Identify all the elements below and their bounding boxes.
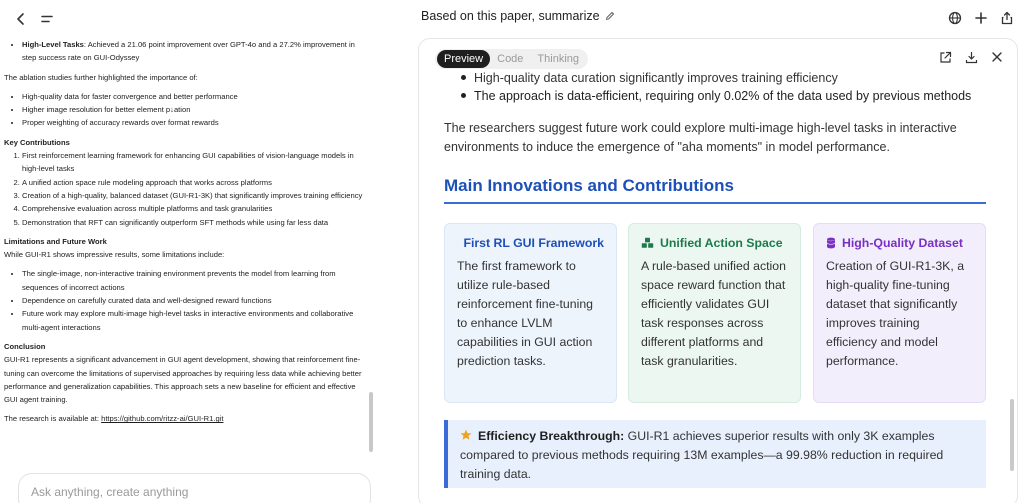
list-item: 4. Comprehensive evaluation across multiple platforms and task granularities [22,202,366,215]
list-item: 3. Creation of a high-quality, balanced dataset (GUI-R1-3K) that significantly improves training efficiency [22,189,366,202]
limitations-lead: While GUI-R1 shows impressive results, some limitations include: [4,250,225,260]
chat-transcript [4,38,366,458]
card-title [826,236,973,250]
future-work-paragraph: The researchers suggest future work could explore multi-image high-level tasks in interactive environments to induce the emergence of "aha moments" in model performance. [444,121,957,154]
list-item [461,71,838,85]
callout-label: Efficiency Breakthrough: [478,429,625,443]
section-divider [444,202,986,204]
list-item-text: High-quality data curation significantly improves training efficiency [474,71,838,85]
section-heading: Conclusion [4,341,46,351]
card-title-text: First RL GUI Framework [463,236,604,250]
conclusion-text: GUI-R1 represents a significant advancement in GUI agent development, showing that reinforcement fine-tuning can overcome the limitations of supervised approaches by requiring less data while achieving better performance and generalization capabilities. This approach sets a new baseline for efficient and effective GUI agent training. [4,355,362,405]
list-item: • Proper weighting of accuracy rewards over format rewards [22,116,366,129]
share-icon [1000,11,1014,25]
list-item: 5. Demonstration that RFT can significantly outperform SFT methods while using far less data [22,216,366,229]
database-icon [826,237,836,249]
menu-button[interactable] [36,8,58,30]
back-button[interactable] [10,8,32,30]
list-item: • Dependence on carefully curated data and well-designed reward functions [22,294,366,307]
preview-scrollbar[interactable] [1010,399,1014,471]
card-high-quality-dataset [813,223,986,403]
new-chat-button[interactable] [971,8,991,28]
globe-button[interactable] [945,8,965,28]
chat-panel [0,0,380,503]
card-title [457,236,604,250]
card-title-text: Unified Action Space [660,236,783,250]
chat-input-box[interactable] [18,473,371,503]
card-body: The first framework to utilize rule-based reinforcement fine-tuning to enhance LVLM capabilities in GUI action prediction tasks. [457,259,594,368]
artifact-window [418,38,1018,503]
menu-icon [40,12,54,26]
open-external-button[interactable] [936,48,954,66]
share-button[interactable] [997,8,1017,28]
chevron-left-icon [14,12,28,26]
repo-lead: The research is available at: [4,414,102,424]
chat-toolbar [0,0,380,38]
card-unified-action-space [628,223,801,403]
list-item: • High-quality data for faster convergence and better performance [22,90,366,103]
section-heading: Limitations and Future Work [4,236,107,246]
close-button[interactable] [988,48,1006,66]
bold-label: High-Level Tasks [22,40,84,49]
list-item [461,89,971,103]
star-icon [460,429,472,441]
card-title-text: High-Quality Dataset [842,236,963,250]
list-item-text: The approach is data-efficient, requiring only 0.02% of the data used by previous methods [474,89,972,103]
card-title [641,236,788,250]
ablation-lead: The ablation studies further highlighted the importance of: [4,72,198,82]
pencil-icon[interactable] [605,11,615,21]
tab-code[interactable]: Code [497,53,524,65]
artifact-preview [419,39,1018,503]
section-title: Main Innovations and Contributions [444,176,734,195]
list-item: • The single-image, non-interactive training environment prevents the model from learning from sequences of incorrect actions [22,267,366,294]
plus-icon [974,11,988,25]
tab-preview[interactable]: Preview [437,50,490,68]
list-item: 1. First reinforcement learning framework for enhancing GUI capabilities of vision-language models in high-level tasks [22,149,366,176]
external-link-icon [939,51,952,64]
card-rl-framework [444,223,617,403]
list-item: • Future work may explore multi-image high-level tasks in interactive environments and collaborative multi-agent interactions [22,307,366,334]
chat-scrollbar[interactable] [369,392,373,452]
globe-icon [948,11,962,25]
list-item [22,38,366,65]
chat-input[interactable] [31,485,358,499]
repo-line [4,412,366,425]
list-item-text: : Achieved a 21.06 point improvement over GPT-4o and a 27.2% improvement in step success rate on GUI-Odyssey [22,40,355,63]
list-item: • Higher image resolution for better element p↓ation [22,103,366,116]
artifact-tabs [435,49,588,69]
callout-text: GUI-R1 achieves superior results with only 3K examples compared to previous methods requiring 13M examples—a 99.98% reduction in required training data. [460,429,944,481]
download-button[interactable] [962,48,980,66]
repo-link[interactable]: https://github.com/ritzz-ai/GUI-R1.git [101,414,224,424]
download-icon [965,51,978,64]
cubes-icon [641,237,654,249]
card-body: Creation of GUI-R1-3K, a high-quality fine-tuning dataset that significantly improves training efficiency and model performance. [826,259,965,368]
close-icon [991,51,1003,63]
efficiency-callout [444,420,986,488]
section-heading: Key Contributions [4,137,70,147]
tab-thinking[interactable]: Thinking [537,53,579,65]
chat-title-text: Based on this paper, summarize [421,9,600,23]
chat-title[interactable] [421,9,615,23]
card-body: A rule-based unified action space reward function that efficiently validates GUI task responses across different platforms and task granularities. [641,259,786,368]
artifact-header [380,0,1024,36]
list-item: 2. A unified action space rule modeling approach that works across platforms [22,176,366,189]
artifact-panel [380,0,1024,503]
